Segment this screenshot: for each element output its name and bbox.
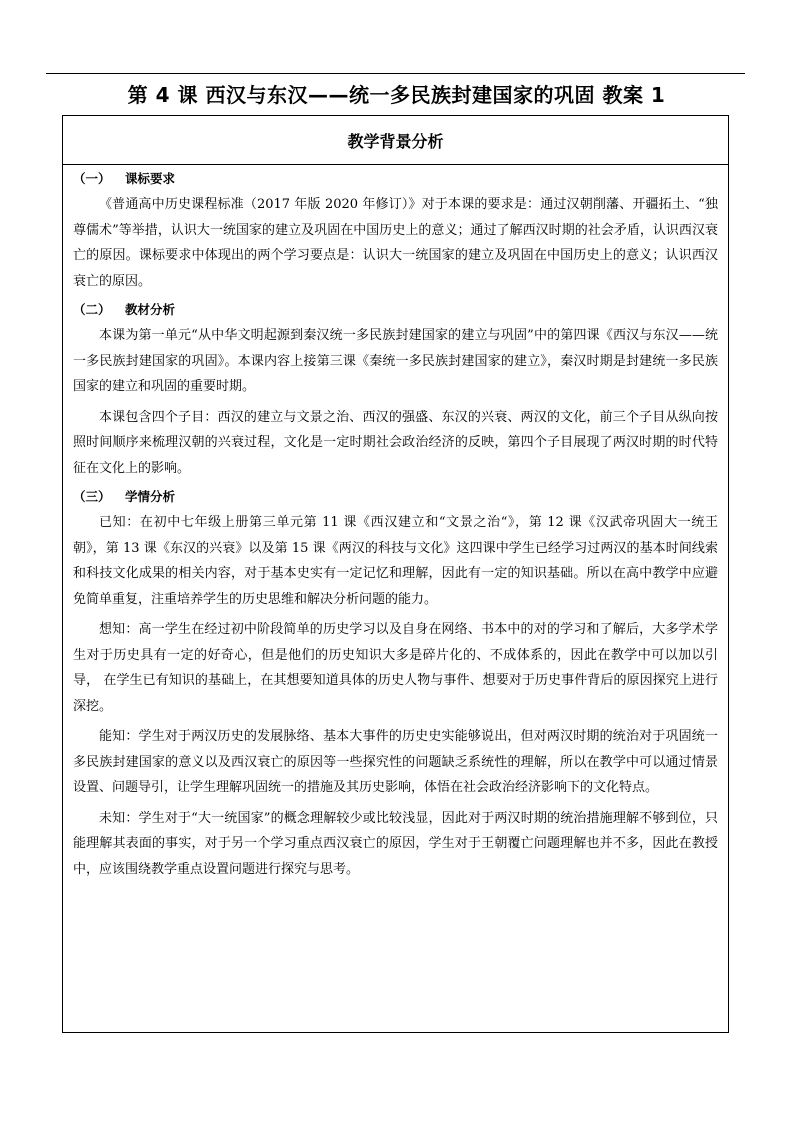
- paragraph: 本课为第一单元“从中华文明起源到秦汉统一多民族封建国家的建立与巩固”中的第四课《西汉与东汉——统一多民族封建国家的巩固》。本课内容上接第三课《秦统一多民族封建国家的建立》，秦汉时期是封建统一多民族国家的建立和巩固的重要时期。: [73, 328, 718, 394]
- table-header: 教学背景分析: [63, 116, 728, 165]
- paragraph: 想知：高一学生在经过初中阶段简单的历史学习以及自身在网络、书本中的对的学习和了解后，大多学术学生对于历史具有一定的好奇心，但是他们的历史知识大多是碎片化的、不成体系的，因此在教学中可以加以引导， 在学生已有知识的基础上，在其想要知道具体的历史人物与事件、想要对于历史事件背后的原因探究上进行深挖。: [73, 622, 718, 714]
- paragraph: 《普通高中历史课程标准（2017 年版 2020 年修订）》对于本课的要求是：通过汉朝削藩、开疆拓土、“独尊儒术”等举措，认识大一统国家的建立及巩固在中国历史上的意义；通过了解西汉时期的社会矛盾，认识西汉衰亡的原因。课标要求中体现出的两个学习要点是：认识大一统国家的建立及巩固在中国历史上的意义；认识西汉衰亡的原因。: [73, 197, 718, 289]
- section-title: 教材分析: [125, 302, 176, 317]
- section-heading-standards: [73, 168, 718, 190]
- section-title: 课标要求: [125, 171, 176, 186]
- document-title: 第 4 课 西汉与东汉——统一多民族封建国家的巩固 教案 1: [127, 83, 666, 107]
- paragraph: 已知：在初中七年级上册第三单元第 11 课《西汉建立和“文景之治“》，第 12 课《汉武帝巩固大一统王朝》，第 13 课《东汉的兴衰》以及第 15 课《两汉的科技与文化》这四课中学生已经学习过两汉的基本时间线索和科技文化成果的相关内容，对于基本史实有一定记忆和理解，因此有一定的知识基础。所以在高中教学中应避免简单重复，注重培养学生的历史思维和解决分析问题的能力。: [73, 515, 718, 607]
- paragraph: 能知：学生对于两汉历史的发展脉络、基本大事件的历史史实能够说出，但对两汉时期的统治对于巩固统一多民族封建国家的意义以及西汉衰亡的原因等一些探究性的问题缺乏系统性的理解，所以在教学中可以通过情景设置、问题导引，让学生理解巩固统一的措施及其历史影响，体悟在社会政治经济影响下的文化特点。: [73, 729, 718, 795]
- table-body: [63, 165, 728, 882]
- section-number: （二）: [73, 302, 111, 317]
- header-rule: [46, 73, 745, 74]
- section-heading-textbook: [73, 299, 718, 321]
- section-title: 学情分析: [125, 489, 176, 504]
- section-number: （一）: [73, 171, 111, 186]
- paragraph: 本课包含四个子目：西汉的建立与文景之治、西汉的强盛、东汉的兴衰、两汉的文化，前三个子目从纵向按照时间顺序来梳理汉朝的兴衰过程，文化是一定时期社会政治经济的反映，第四个子目展现了两汉时期的时代特征在文化上的影响。: [73, 409, 718, 476]
- lesson-table: [62, 115, 729, 1033]
- paragraph: 未知：学生对于“大一统国家”的概念理解较少或比较浅显，因此对于两汉时期的统治措施理解不够到位，只能理解其表面的事实，对于另一个学习重点西汉衰亡的原因，学生对于王朝覆亡问题理解也并不多，因此在教授中，应该围绕教学重点设置问题进行探究与思考。: [73, 810, 718, 877]
- section-number: （三）: [73, 489, 111, 504]
- section-heading-learners: [73, 486, 718, 508]
